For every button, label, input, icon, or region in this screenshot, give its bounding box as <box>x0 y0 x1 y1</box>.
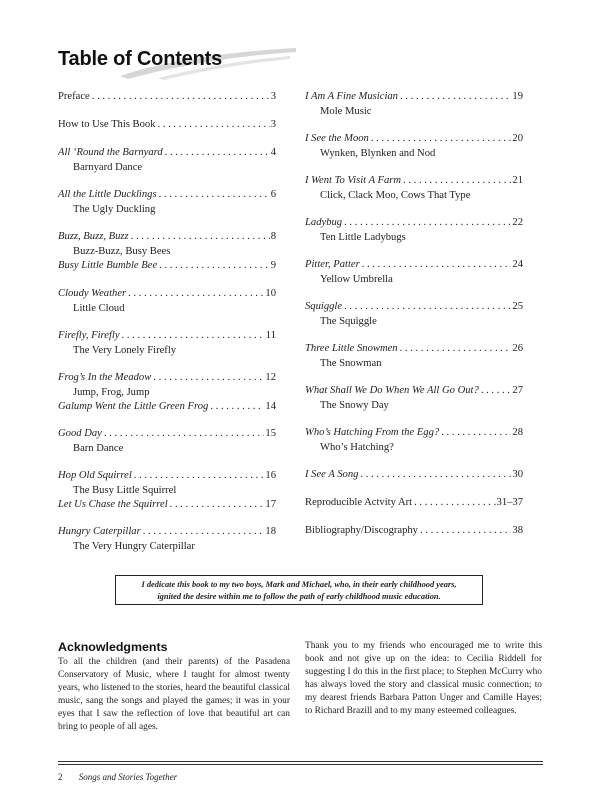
toc-entry-page: 17 <box>265 499 276 510</box>
toc-entry-title: Preface <box>58 91 90 102</box>
toc-entry-line <box>58 371 276 385</box>
toc-entry-page: 28 <box>512 427 523 438</box>
toc-entry <box>58 259 276 273</box>
toc-subentry: The Ugly Duckling <box>73 204 156 215</box>
toc-leader-dots <box>344 216 511 230</box>
toc-entry-page: 21 <box>512 175 523 186</box>
toc-entry-line <box>305 90 523 104</box>
toc-subentry: The Snowman <box>320 358 382 369</box>
toc-subentry: Wynken, Blynken and Nod <box>320 148 436 159</box>
toc-subentry: Barn Dance <box>73 443 124 454</box>
toc-entry-title: All the Little Ducklings <box>58 189 157 200</box>
toc-leader-dots <box>362 258 512 272</box>
acknowledgments-paragraph-1: To all the children (and their parents) of the Pasadena Conservatory of Music, where I taught for almost twenty years, who listened to the stories, heard the beautiful classical music, sang the songs and played the games; it was in your eyes that I saw the reflection of love that beautiful art can bring to people of all ages. <box>58 657 290 732</box>
toc-entry-line <box>305 524 523 538</box>
toc-entry-page: 11 <box>265 330 276 341</box>
toc-leader-dots <box>143 525 265 539</box>
toc-entry-title: Good Day <box>58 428 102 439</box>
toc-entry-title: Busy Little Bumble Bee <box>58 260 158 271</box>
toc-entry <box>58 371 276 400</box>
toc-entry-line <box>305 468 523 482</box>
toc-leader-dots <box>344 300 511 314</box>
toc-entry-line <box>58 498 276 512</box>
toc-entry-line <box>305 258 523 272</box>
toc-entry-title: I See A Song <box>305 469 359 480</box>
toc-entry <box>305 524 523 538</box>
toc-entry-line <box>305 426 523 440</box>
toc-leader-dots <box>158 118 270 132</box>
toc-entry <box>305 426 523 455</box>
toc-entry-title: All ‘Round the Barnyard <box>58 147 163 158</box>
toc-entry-title: Hop Old Squirrel <box>58 470 132 481</box>
toc-entry <box>58 146 276 175</box>
title-block <box>58 46 298 82</box>
toc-entry <box>58 90 276 104</box>
toc-entry <box>305 384 523 413</box>
toc-entry-line <box>305 384 523 398</box>
toc-entry-page: 10 <box>265 288 276 299</box>
toc-entry <box>305 90 523 119</box>
toc-leader-dots <box>92 90 270 104</box>
toc-leader-dots <box>170 498 265 512</box>
toc-entry-line <box>305 342 523 356</box>
toc-entry <box>305 300 523 329</box>
toc-entry-page: 9 <box>270 260 276 271</box>
toc-leader-dots <box>400 90 511 104</box>
toc-leader-dots <box>414 496 495 510</box>
toc-subentry: Buzz-Buzz, Busy Bees <box>73 246 171 257</box>
toc-subentry: Barnyard Dance <box>73 162 143 173</box>
toc-subentry: Who’s Hatching? <box>320 442 394 453</box>
footer-page-number: 2 <box>58 772 63 782</box>
toc-entry-line <box>58 400 276 414</box>
toc-leader-dots <box>153 371 264 385</box>
toc-entry-line <box>305 216 523 230</box>
toc-entry-line <box>58 525 276 539</box>
toc-entry-line <box>305 300 523 314</box>
toc-subentry: Click, Clack Moo, Cows That Type <box>320 190 471 201</box>
toc-subentry: The Snowy Day <box>320 400 389 411</box>
toc-entry-line <box>58 259 276 273</box>
toc-leader-dots <box>131 230 270 244</box>
dedication-box <box>115 575 483 605</box>
toc-right-column <box>305 90 523 538</box>
toc-entry-page: 14 <box>265 401 276 412</box>
toc-leader-dots <box>104 427 265 441</box>
toc-entry-title: Let Us Chase the Squirrel <box>58 499 168 510</box>
toc-entry <box>58 118 276 132</box>
toc-entry-page: 26 <box>512 343 523 354</box>
toc-entry <box>58 230 276 259</box>
toc-entry-page: 31–37 <box>496 497 523 508</box>
toc-entry-line <box>58 118 276 132</box>
toc-entry-line <box>58 90 276 104</box>
toc-entry-title: Three Little Snowmen <box>305 343 398 354</box>
toc-entry <box>305 468 523 482</box>
toc-entry-line <box>58 469 276 483</box>
toc-entry <box>305 132 523 161</box>
toc-entry-title: Buzz, Buzz, Buzz <box>58 231 129 242</box>
toc-leader-dots <box>441 426 511 440</box>
dedication-line-2: ignited the desire within me to follow the path of early childhood music education. <box>157 592 441 601</box>
toc-entry-page: 30 <box>512 469 523 480</box>
toc-entry-title: What Shall We Do When We All Go Out? <box>305 385 479 396</box>
toc-entry-title: Bibliography/Discography <box>305 525 418 536</box>
toc-leader-dots <box>210 400 264 414</box>
toc-entry <box>305 258 523 287</box>
toc-entry-title: I Went To Visit A Farm <box>305 175 402 186</box>
toc-subentry: The Busy Little Squirrel <box>73 485 177 496</box>
toc-entry-title: Hungry Caterpillar <box>58 526 141 537</box>
toc-entry <box>305 174 523 203</box>
toc-leader-dots <box>403 174 511 188</box>
footer-rule <box>58 761 543 762</box>
toc-entry-page: 20 <box>512 133 523 144</box>
dedication-line-1: I dedicate this book to my two boys, Mark and Michael, who, in their early childhood years, <box>141 580 457 589</box>
toc-entry-page: 4 <box>270 147 276 158</box>
toc-entry-title: Reproducible Actvity Art <box>305 497 413 508</box>
toc-leader-dots <box>165 146 270 160</box>
toc-entry <box>305 216 523 245</box>
toc-entry-title: Frog’s In the Meadow <box>58 372 152 383</box>
toc-leader-dots <box>122 329 265 343</box>
footer-rule-thin <box>58 764 543 765</box>
toc-entry <box>58 469 276 498</box>
toc-entry-title: Who’s Hatching From the Egg? <box>305 427 440 438</box>
toc-subentry: The Very Hungry Caterpillar <box>73 541 195 552</box>
toc-entry-page: 3 <box>270 91 276 102</box>
toc-entry-page: 38 <box>512 525 523 536</box>
toc-subentry: The Squiggle <box>320 316 377 327</box>
toc-leader-dots <box>400 342 512 356</box>
toc-entry-line <box>58 230 276 244</box>
toc-entry <box>58 498 276 512</box>
toc-leader-dots <box>134 469 265 483</box>
toc-entry <box>305 496 523 510</box>
toc-entry-page: 22 <box>512 217 523 228</box>
toc-entry-page: 15 <box>265 428 276 439</box>
toc-entry <box>58 400 276 414</box>
toc-subentry: Ten Little Ladybugs <box>320 232 406 243</box>
toc-subentry: The Very Lonely Firefly <box>73 345 177 356</box>
toc-leader-dots <box>128 287 264 301</box>
toc-subentry: Yellow Umbrella <box>320 274 393 285</box>
toc-leader-dots <box>420 524 511 538</box>
toc-entry-page: 19 <box>512 91 523 102</box>
toc-entry-line <box>58 427 276 441</box>
toc-entry <box>58 287 276 316</box>
toc-entry-title: Squiggle <box>305 301 343 312</box>
toc-entry-page: 3 <box>270 119 276 130</box>
toc-entry-page: 6 <box>270 189 276 200</box>
toc-entry-page: 18 <box>265 526 276 537</box>
toc-entry-page: 16 <box>265 470 276 481</box>
toc-entry-title: I See the Moon <box>305 133 369 144</box>
toc-entry-page: 12 <box>265 372 276 383</box>
toc-entry-line <box>305 174 523 188</box>
toc-entry-line <box>58 188 276 202</box>
toc-left-column <box>58 90 276 554</box>
toc-entry-line <box>58 146 276 160</box>
toc-leader-dots <box>371 132 512 146</box>
toc-entry-line <box>58 287 276 301</box>
footer <box>58 772 177 782</box>
toc-subentry: Little Cloud <box>73 303 125 314</box>
toc-entry-title: Ladybug <box>305 217 343 228</box>
toc-entry-line <box>305 132 523 146</box>
toc-entry-title: Pitter, Patter <box>305 259 360 270</box>
acknowledgments-heading: Acknowledgments <box>58 640 168 654</box>
toc-entry-page: 27 <box>512 385 523 396</box>
toc-entry-title: Galump Went the Little Green Frog <box>58 401 209 412</box>
toc-entry-title: Cloudy Weather <box>58 288 127 299</box>
toc-subentry: Mole Music <box>320 106 372 117</box>
toc-subentry: Jump, Frog, Jump <box>73 387 150 398</box>
toc-entry <box>58 525 276 554</box>
toc-leader-dots <box>159 188 270 202</box>
toc-leader-dots <box>159 259 270 273</box>
footer-book-title: Songs and Stories Together <box>78 772 178 782</box>
toc-entry-page: 25 <box>512 301 523 312</box>
toc-entry-line <box>58 329 276 343</box>
toc-entry-page: 24 <box>512 259 523 270</box>
toc-entry-title: How to Use This Book <box>58 119 156 130</box>
toc-entry <box>58 329 276 358</box>
toc-entry <box>58 427 276 456</box>
toc-entry-line <box>305 496 523 510</box>
toc-entry-title: I Am A Fine Musician <box>305 91 398 102</box>
toc-leader-dots <box>360 468 511 482</box>
toc-entry <box>305 342 523 371</box>
page-title: Table of Contents <box>58 48 223 70</box>
toc-leader-dots <box>481 384 512 398</box>
toc-entry-title: Firefly, Firefly <box>58 330 120 341</box>
toc-entry-page: 8 <box>270 231 276 242</box>
toc-entry <box>58 188 276 217</box>
acknowledgments-paragraph-2: Thank you to my friends who encouraged me to write this book and not give up on the idea: to Cecilia Riddell for suggesting I do this in the first place; to Stephen McCurry who has always loved the story and classical music connection; to my dearest friends Barbara Patton Unger and Camille Hayes; to Richard Brazill and to my many esteemed colleagues. <box>305 641 542 716</box>
